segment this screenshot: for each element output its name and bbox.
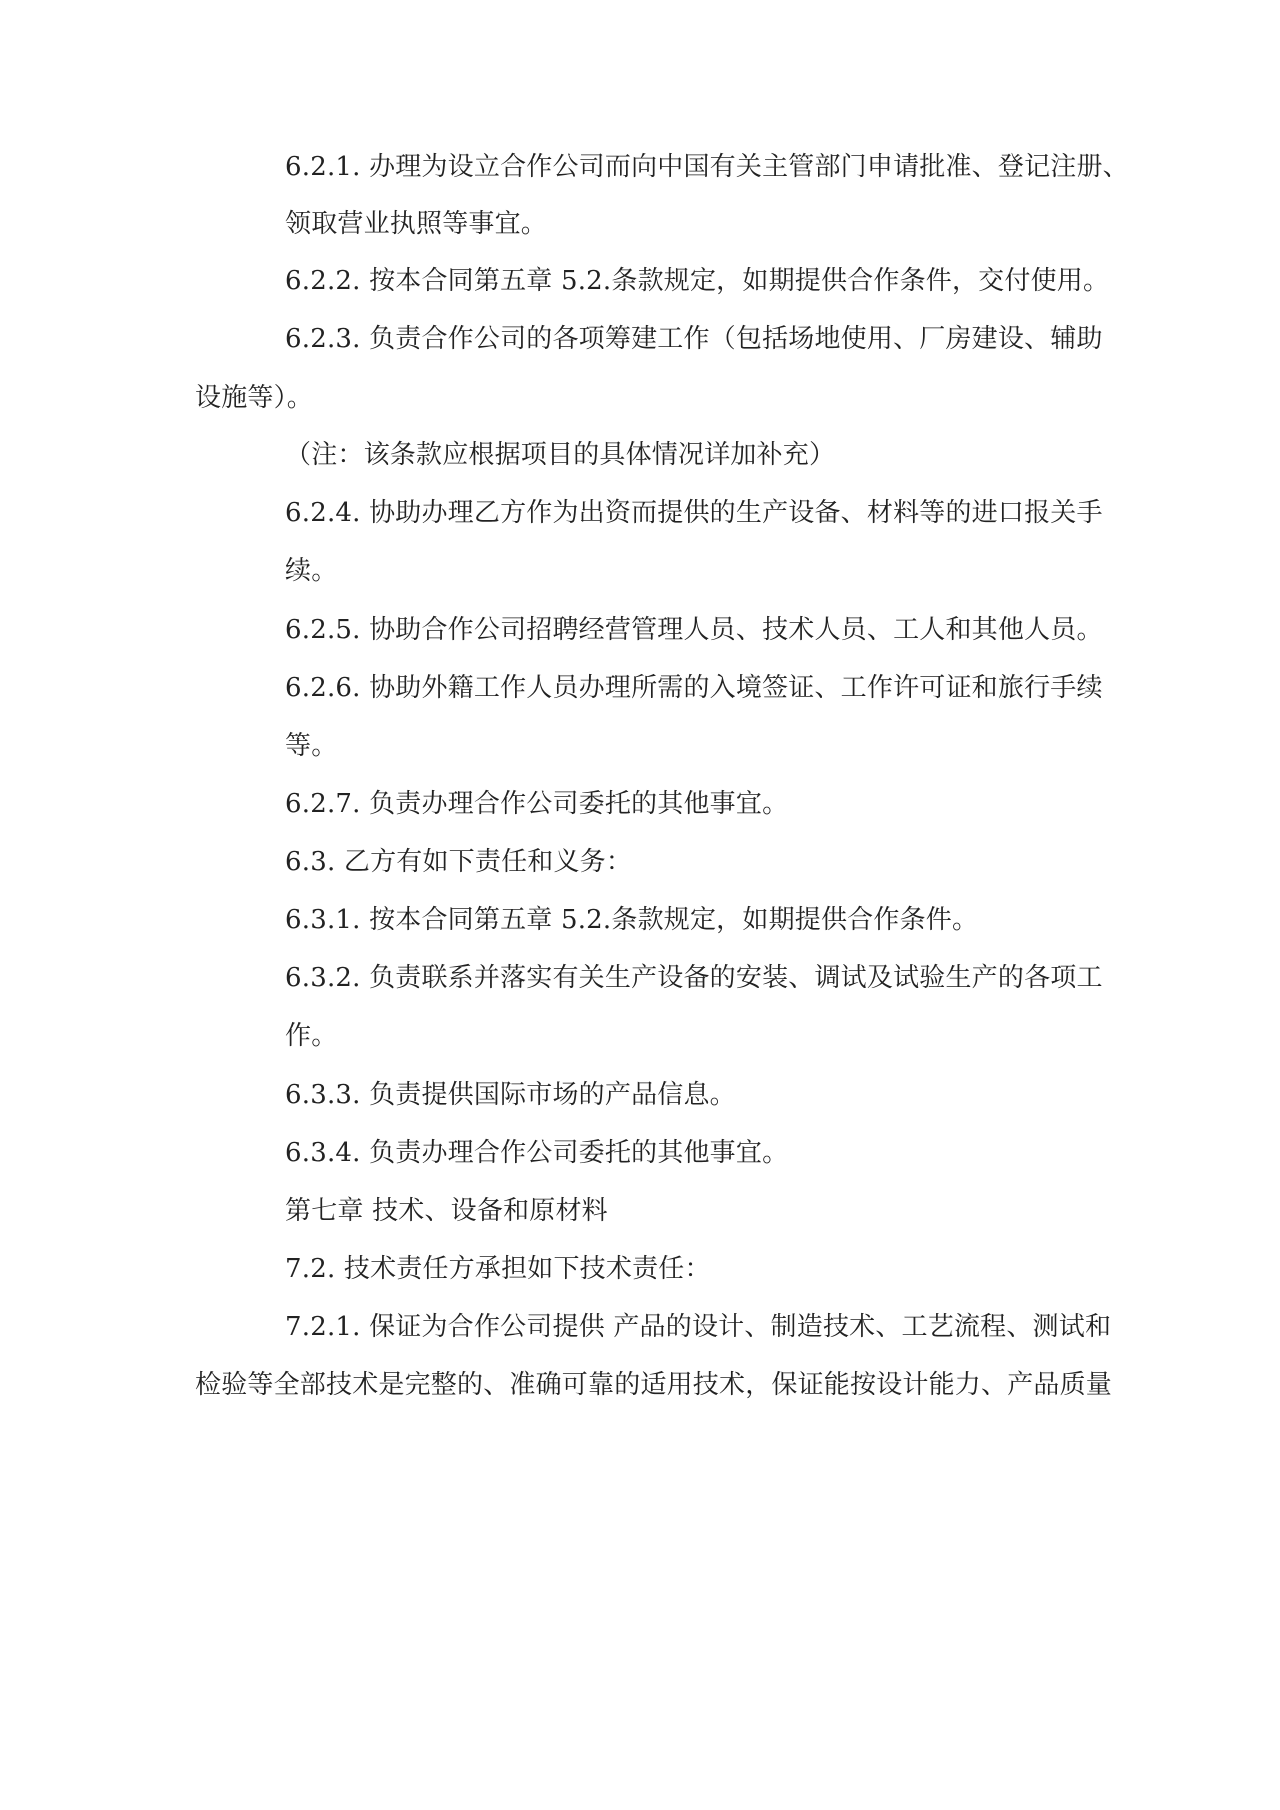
clause-6-2-4-line-2: 续。	[285, 556, 338, 586]
clause-6-2-3-line-2: 设施等）。	[195, 383, 314, 413]
clause-6-2-1-line-1: 6.2.1. 办理为设立合作公司而向中国有关主管部门申请批准、登记注册、	[285, 152, 1129, 182]
clause-6-3: 6.3. 乙方有如下责任和义务：	[285, 847, 633, 877]
clause-7-2-1-line-2: 检验等全部技术是完整的、准确可靠的适用技术，保证能按设计能力、产品质量	[195, 1370, 1113, 1400]
clause-7-2: 7.2. 技术责任方承担如下技术责任：	[285, 1254, 711, 1284]
chapter-7-heading: 第七章 技术、设备和原材料	[285, 1196, 608, 1226]
clause-6-2-3-line-1: 6.2.3. 负责合作公司的各项筹建工作（包括场地使用、厂房建设、辅助	[285, 324, 1103, 354]
clause-6-3-2-line-2: 作。	[285, 1021, 338, 1051]
clause-6-2-2: 6.2.2. 按本合同第五章 5.2.条款规定，如期提供合作条件，交付使用。	[285, 266, 1110, 296]
clause-6-2-4-line-1: 6.2.4. 协助办理乙方作为出资而提供的生产设备、材料等的进口报关手	[285, 498, 1103, 528]
clause-6-2-6-line-2: 等。	[285, 731, 338, 761]
clause-6-3-3: 6.3.3. 负责提供国际市场的产品信息。	[285, 1080, 736, 1110]
clause-6-3-4: 6.3.4. 负责办理合作公司委托的其他事宜。	[285, 1138, 789, 1168]
clause-6-3-2-line-1: 6.3.2. 负责联系并落实有关生产设备的安装、调试及试验生产的各项工	[285, 963, 1103, 993]
clause-note: （注：该条款应根据项目的具体情况详加补充）	[285, 440, 836, 470]
clause-6-2-7: 6.2.7. 负责办理合作公司委托的其他事宜。	[285, 789, 789, 819]
clause-6-2-6-line-1: 6.2.6. 协助外籍工作人员办理所需的入境签证、工作许可证和旅行手续	[285, 673, 1103, 703]
clause-6-2-5: 6.2.5. 协助合作公司招聘经营管理人员、技术人员、工人和其他人员。	[285, 615, 1103, 645]
clause-6-2-1-line-2: 领取营业执照等事宜。	[285, 209, 548, 239]
clause-6-3-1: 6.3.1. 按本合同第五章 5.2.条款规定，如期提供合作条件。	[285, 905, 979, 935]
clause-7-2-1-line-1: 7.2.1. 保证为合作公司提供 产品的设计、制造技术、工艺流程、测试和	[285, 1312, 1112, 1342]
